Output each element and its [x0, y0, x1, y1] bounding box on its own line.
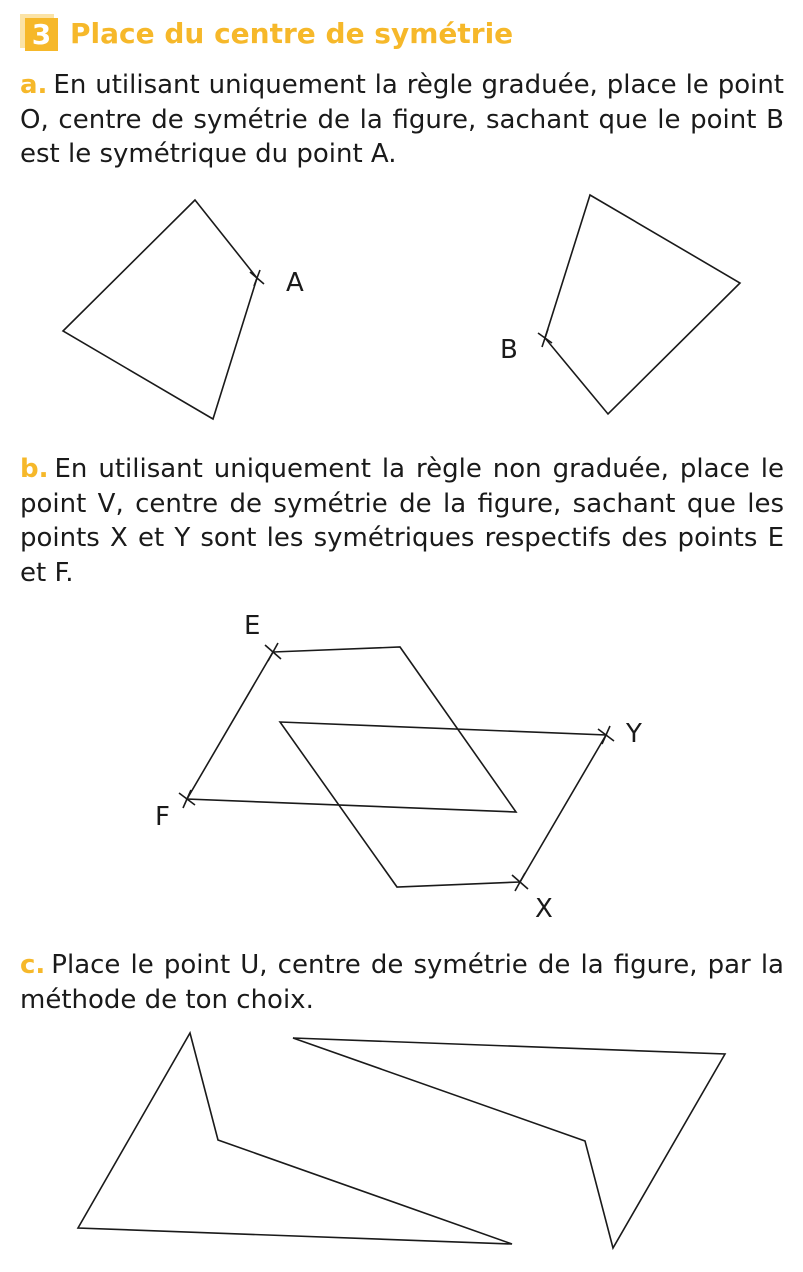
part-b-text: En utilisant uniquement la règle non graduée, place le point V, centre de symétrie de la figure, sachant que les points X et Y sont les symétriques respectifs des points E et F. — [20, 454, 784, 588]
point-y-label: Y — [626, 719, 642, 749]
part-a-letter: a. — [20, 70, 48, 100]
figure-c-right-shape — [293, 1038, 725, 1248]
figure-a-left-quadrilateral — [63, 200, 257, 419]
part-b-letter: b. — [20, 454, 49, 484]
part-a-text: En utilisant uniquement la règle graduée, place le point O, centre de symétrie de la figure, sachant que le point B est le symétrique du point A. — [20, 70, 784, 169]
exercise-title: Place du centre de symétrie — [70, 16, 514, 50]
figure-b — [155, 611, 642, 924]
figure-c-left-shape — [78, 1033, 512, 1244]
exercise-number: 3 — [25, 18, 58, 51]
point-b-label: B — [500, 335, 518, 365]
figure-a — [63, 195, 740, 419]
point-e-label: E — [244, 611, 261, 641]
point-a-label: A — [286, 268, 304, 298]
figure-c — [78, 1033, 725, 1248]
part-c-text: Place le point U, centre de symétrie de la figure, par la méthode de ton choix. — [20, 950, 784, 1015]
point-x-label: X — [535, 894, 553, 924]
part-c-letter: c. — [20, 950, 46, 980]
figure-a-right-quadrilateral — [545, 195, 740, 414]
point-f-label: F — [155, 802, 170, 832]
